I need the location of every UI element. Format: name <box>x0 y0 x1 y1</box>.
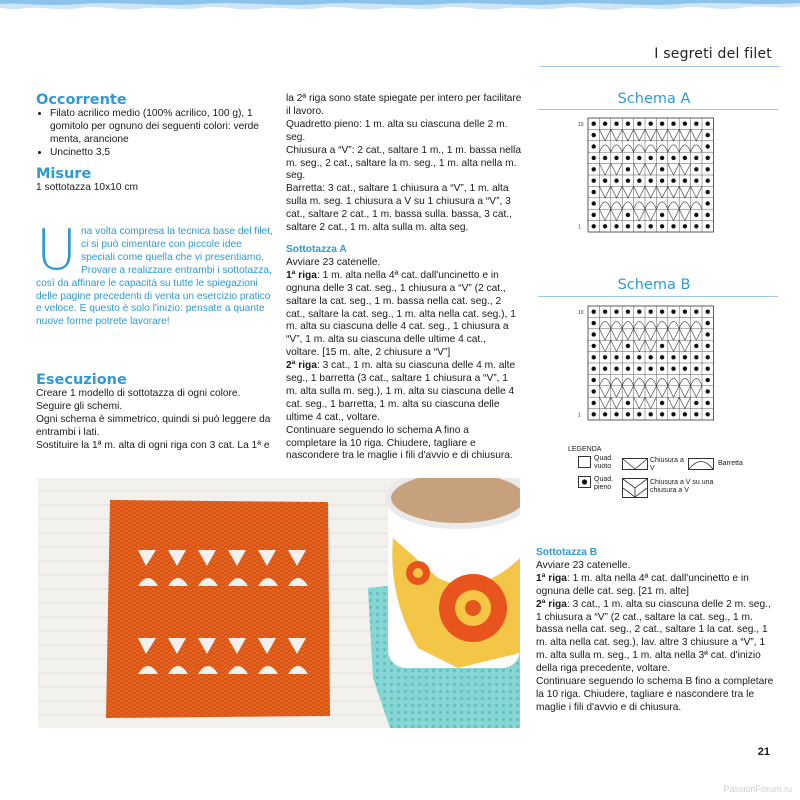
esecuzione-line: Ogni schema è simmetrico, quindi si può leggere da entrambi i lati. <box>36 413 271 438</box>
sottotazza-b-block <box>536 547 774 715</box>
sottotazza-b-start: Avviare 23 catenelle. <box>536 559 631 571</box>
v-stitch-icon <box>622 458 648 470</box>
esecuzione-line: Sostituire la 1ª m. alta di ogni riga con 3 cat. La 1ª e <box>36 439 270 451</box>
legend-chiusura-v-su-v: Chiusura a V su una chiusura a V <box>650 479 714 494</box>
esecuzione-title: Esecuzione <box>36 372 127 388</box>
drop-cap: U <box>36 218 77 283</box>
schema-a-rule <box>538 109 778 110</box>
occorrente-list <box>36 108 276 160</box>
empty-square-icon <box>578 456 592 468</box>
sottotazza-a-start: Avviare 23 catenelle. <box>286 256 381 268</box>
col2-line: Chiusura a “V”: 2 cat., saltare 1 m., 1 m. bassa nella m. seg., 2 cat., saltare la m. seg., 1 m. alta nella m. seg. <box>286 144 521 182</box>
column-1 <box>36 92 276 195</box>
header-rule <box>540 66 780 67</box>
list-item: • Filato acrilico medio (100% acrilico, 100 g), 1 gomitolo per ognuno dei seguenti colori: verde menta, arancione <box>50 108 276 147</box>
riga-label: 1ª riga <box>286 269 317 281</box>
col2-line: la 2ª riga sono state spiegate per intero per facilitare il lavoro. <box>286 93 522 117</box>
filled-square-icon <box>578 476 592 488</box>
sottotazza-a-riga2 <box>286 360 522 425</box>
header-wave-band <box>0 0 800 40</box>
col2-line: Barretta: 3 cat., saltare 1 chiusura a “V”, 1 m. alta sulla m. seg. 1 chiusura a V su 1 chiusura a “V”, 3 cat., saltare 2 cat., 1 m. bassa sulla. bassa, 3 cat., saltare 2 cat., 1 m. alta sulla m. alta seg. <box>286 183 512 234</box>
riga-text: : 1 m. alta nella 4ª cat. dall'uncinetto e in ognuna delle cat. seg. [21 m. alte] <box>536 572 749 597</box>
occorrente-title: Occorrente <box>36 92 127 108</box>
misure-title: Misure <box>36 165 92 182</box>
sottotazza-a-riga1 <box>286 270 522 360</box>
legend-quad-vuoto: Quad. vuoto <box>594 455 614 470</box>
svg-text:10: 10 <box>578 122 584 128</box>
bar-stitch-icon <box>688 458 714 470</box>
schema-b-chart <box>578 304 720 428</box>
riga-text: : 3 cat., 1 m. alta su ciascuna delle 4 m. alte seg., 1 barretta (3 cat., saltare 1 chiusura a “V”, 1 m. alta sulla m. seg.), 1 m. alta su ciascuna delle 4 cat. seg., 1 barretta, 1 m. alta su ciascuna delle ultime 4 cat., voltare. <box>286 360 516 423</box>
sottotazza-a-end: Continuare seguendo lo schema A fino a completare la 10 riga. Chiudere, tagliare e nascondere tra le maglie i fili d'avvio e di chiusura. <box>286 424 513 462</box>
legend-title: LEGENDA <box>568 446 602 453</box>
svg-text:10: 10 <box>578 310 584 316</box>
page-number: 21 <box>757 746 770 758</box>
schema-a-chart <box>578 116 720 240</box>
legend-quad-pieno: Quad. pieno <box>594 476 614 491</box>
svg-text:1: 1 <box>578 412 581 419</box>
list-item: • Uncinetto 3,5 <box>50 147 276 160</box>
esecuzione-line: Creare 1 modello di sottotazza di ogni colore. <box>36 388 241 399</box>
sottotazza-b-riga1 <box>536 573 774 599</box>
double-v-icon <box>622 478 648 498</box>
schema-b-rule <box>538 296 778 297</box>
esecuzione-block <box>36 372 276 453</box>
watermark: PassionForum.ru <box>723 784 792 794</box>
sottotazza-b-title: Sottotazza B <box>536 547 598 558</box>
riga-text: : 1 m. alta nella 4ª cat. dall'uncinetto e in ognuna delle 3 cat. seg., 1 chiusura a “V” (2 cat., saltare la cat. seg., 1 m. bassa nella cat. seg., 2 cat., saltare la cat. seg., 1 m. alta nella cat. seg.), 1 m. alta su ciascuna delle 4 cat. seg., 1 chiusura a “V”, 1 m. alta su ciascuna delle ultime 4 cat., voltare. [15 m. alte, 2 chiusure a “V”] <box>286 269 516 359</box>
col2-line: Quadretto pieno: 1 m. alta su ciascuna delle 2 m. seg. <box>286 118 508 143</box>
legend-barretta: Barretta <box>718 460 743 467</box>
schema-a-title: Schema A <box>594 91 714 107</box>
legend-chiusura-v: Chiusura a V <box>650 457 684 472</box>
sottotazza-b-end: Continuare seguendo lo schema B fino a completare la 10 riga. Chiudere, tagliare e nascondere tra le maglie i fili d'avvio e di chiusura. <box>536 676 774 713</box>
esecuzione-line: Seguire gli schemi. <box>36 400 123 412</box>
riga-label: 2ª riga <box>536 598 567 610</box>
misure-text: 1 sottotazza 10x10 cm <box>36 181 138 193</box>
svg-text:1: 1 <box>578 224 581 231</box>
running-header: I segreti del filet <box>654 46 772 62</box>
legend <box>568 446 778 506</box>
intro-text: na volta compresa la tecnica base del filet, ci si può cimentare con piccole idee speciali come quella che vi presentiamo. Provare a realizzare entrambi i sottotazza, così da affinare le capacità su tutte le spiegazioni delle pagine precedenti di venta un esercizio pratico e veloce. E questo è solo l'inizio: pensate a quante nuove forme potrete lavorare! <box>36 226 273 328</box>
riga-label: 2ª riga <box>286 360 317 372</box>
riga-text: : 3 cat., 1 m. alta su ciascuna delle 2 m. seg., 1 chiusura a “V” (2 cat., saltare la cat. seg., 1 m. bassa nella cat. seg., 2 cat., saltare 1 la cat. seg., 1 m. alta nella cat. seg.), lav. altre 3 chiusure a “V”, 1 m. alta sulla m. seg., 1 m. alta nella 3ª cat. d'inizio della riga precedente, voltare. <box>536 598 771 675</box>
column-2 <box>286 93 522 463</box>
intro-paragraph <box>36 218 274 329</box>
riga-label: 1ª riga <box>536 572 567 584</box>
sottotazza-b-riga2 <box>536 599 774 676</box>
sottotazza-a-title: Sottotazza A <box>286 243 347 255</box>
schema-b-title: Schema B <box>594 277 714 293</box>
coaster-photo <box>38 478 520 728</box>
